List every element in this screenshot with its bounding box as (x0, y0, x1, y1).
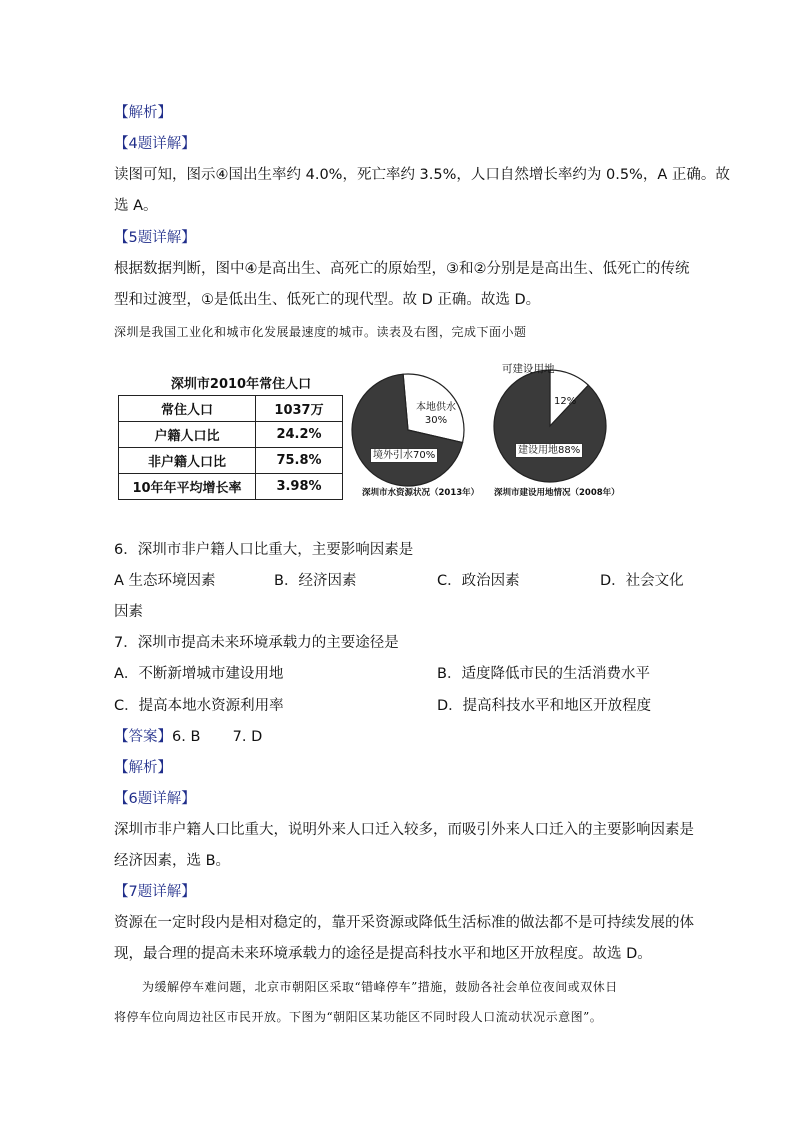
slice-label: 本地供水 (416, 402, 456, 413)
pie1-slice-local (412, 401, 460, 427)
slice-value: 70% (413, 450, 436, 461)
question-intro: 深圳是我国工业化和城市化发展最速度的城市。读表及右图，完成下面小题 (114, 325, 527, 339)
pie2-slice-available: 12% (554, 396, 577, 407)
q7-detail-line1: 资源在一定时段内是相对稳定的，靠开采资源或降低生活标准的做法都不是可持续发展的体 (114, 915, 694, 931)
pie-charts (350, 356, 630, 500)
table-cell-label: 非户籍人口比 (119, 448, 256, 474)
q7-detail-line2: 现，最合理的提高未来环境承载力的途径是提高科技水平和地区开放程度。故选 D。 (114, 946, 652, 962)
slice-value: 30% (424, 415, 448, 426)
q4-detail-line2: 选 A。 (114, 198, 158, 214)
q7-option-b: B．适度降低市民的生活消费水平 (437, 666, 650, 682)
answer-text: 6. B 7. D (172, 729, 263, 745)
q6-detail-line2: 经济因素，选 B。 (114, 853, 231, 869)
answer-label: 【答案】 (114, 729, 172, 745)
pie2-caption: 深圳市建设用地情况（2008年） (494, 488, 620, 498)
table-cell-value: 1037万 (256, 396, 343, 422)
q7-option-a: A．不断新增城市建设用地 (114, 666, 284, 682)
table-cell-label: 10年年平均增长率 (119, 474, 256, 500)
answer-line (114, 727, 262, 747)
q6-detail-heading: 【6题详解】 (114, 791, 196, 807)
population-table (118, 395, 343, 500)
slice-label: 境外引水 (373, 450, 413, 461)
table-title: 深圳市2010年常住人口 (170, 377, 312, 392)
pie2-slice-used (515, 443, 583, 458)
outro-line1: 为缓解停车难问题，北京市朝阳区采取“错峰停车”措施，鼓励各社会单位夜间或双休日 (142, 980, 618, 994)
q7-detail-heading: 【7题详解】 (114, 884, 196, 900)
q5-detail-line1: 根据数据判断，图中④是高出生、高死亡的原始型，③和②分别是是高出生、低死亡的传统 (114, 261, 690, 277)
q6-option-d-cont: 因素 (114, 604, 143, 620)
q6-option-b: B．经济因素 (274, 573, 357, 589)
q6-option-d: D．社会文化 (600, 573, 684, 589)
q5-detail-line2: 型和过渡型，①是低出生、低死亡的现代型。故 D 正确。故选 D。 (114, 292, 541, 308)
q6-detail-line1: 深圳市非户籍人口比重大，说明外来人口迁入较多，而吸引外来人口迁入的主要影响因素是 (114, 822, 694, 838)
q6-stem: 6．深圳市非户籍人口比重大，主要影响因素是 (114, 542, 414, 558)
pie2-top-label: 可建设用地 (502, 363, 555, 375)
table-cell-value: 75.8% (256, 448, 343, 474)
table-row (119, 396, 343, 422)
table-cell-value: 24.2% (256, 422, 343, 448)
pie1-slice-external (370, 448, 438, 463)
table-cell-value: 3.98% (256, 474, 343, 500)
q5-detail-heading: 【5题详解】 (114, 230, 196, 246)
q7-stem: 7．深圳市提高未来环境承载力的主要途径是 (114, 635, 399, 651)
slice-label: 建设用地 (518, 445, 558, 456)
outro-line2: 将停车位向周边社区市民开放。下图为“朝阳区某功能区不同时段人口流动状况示意图”。 (114, 1010, 603, 1024)
table-cell-label: 户籍人口比 (119, 422, 256, 448)
q4-detail-line1: 读图可知，图示④国出生率约 4.0%，死亡率约 3.5%，人口自然增长率约为 0.5%，A 正确。故 (114, 167, 730, 183)
table-row (119, 448, 343, 474)
table-row (119, 422, 343, 448)
table-row (119, 474, 343, 500)
construction-land-pie (494, 370, 606, 482)
q7-option-d: D．提高科技水平和地区开放程度 (437, 698, 652, 714)
q7-option-c: C．提高本地水资源利用率 (114, 698, 284, 714)
water-resource-pie (352, 374, 464, 486)
jiexi-heading-2: 【解析】 (114, 760, 172, 776)
table-cell-label: 常住人口 (119, 396, 256, 422)
q6-option-a: A 生态环境因素 (114, 573, 216, 589)
slice-value: 88% (558, 445, 581, 456)
pie-slice (494, 370, 606, 482)
pie1-caption: 深圳市水资源状况（2013年） (362, 488, 480, 498)
q6-option-c: C．政治因素 (437, 573, 520, 589)
q4-detail-heading: 【4题详解】 (114, 136, 196, 152)
jiexi-heading-1: 【解析】 (114, 105, 172, 121)
